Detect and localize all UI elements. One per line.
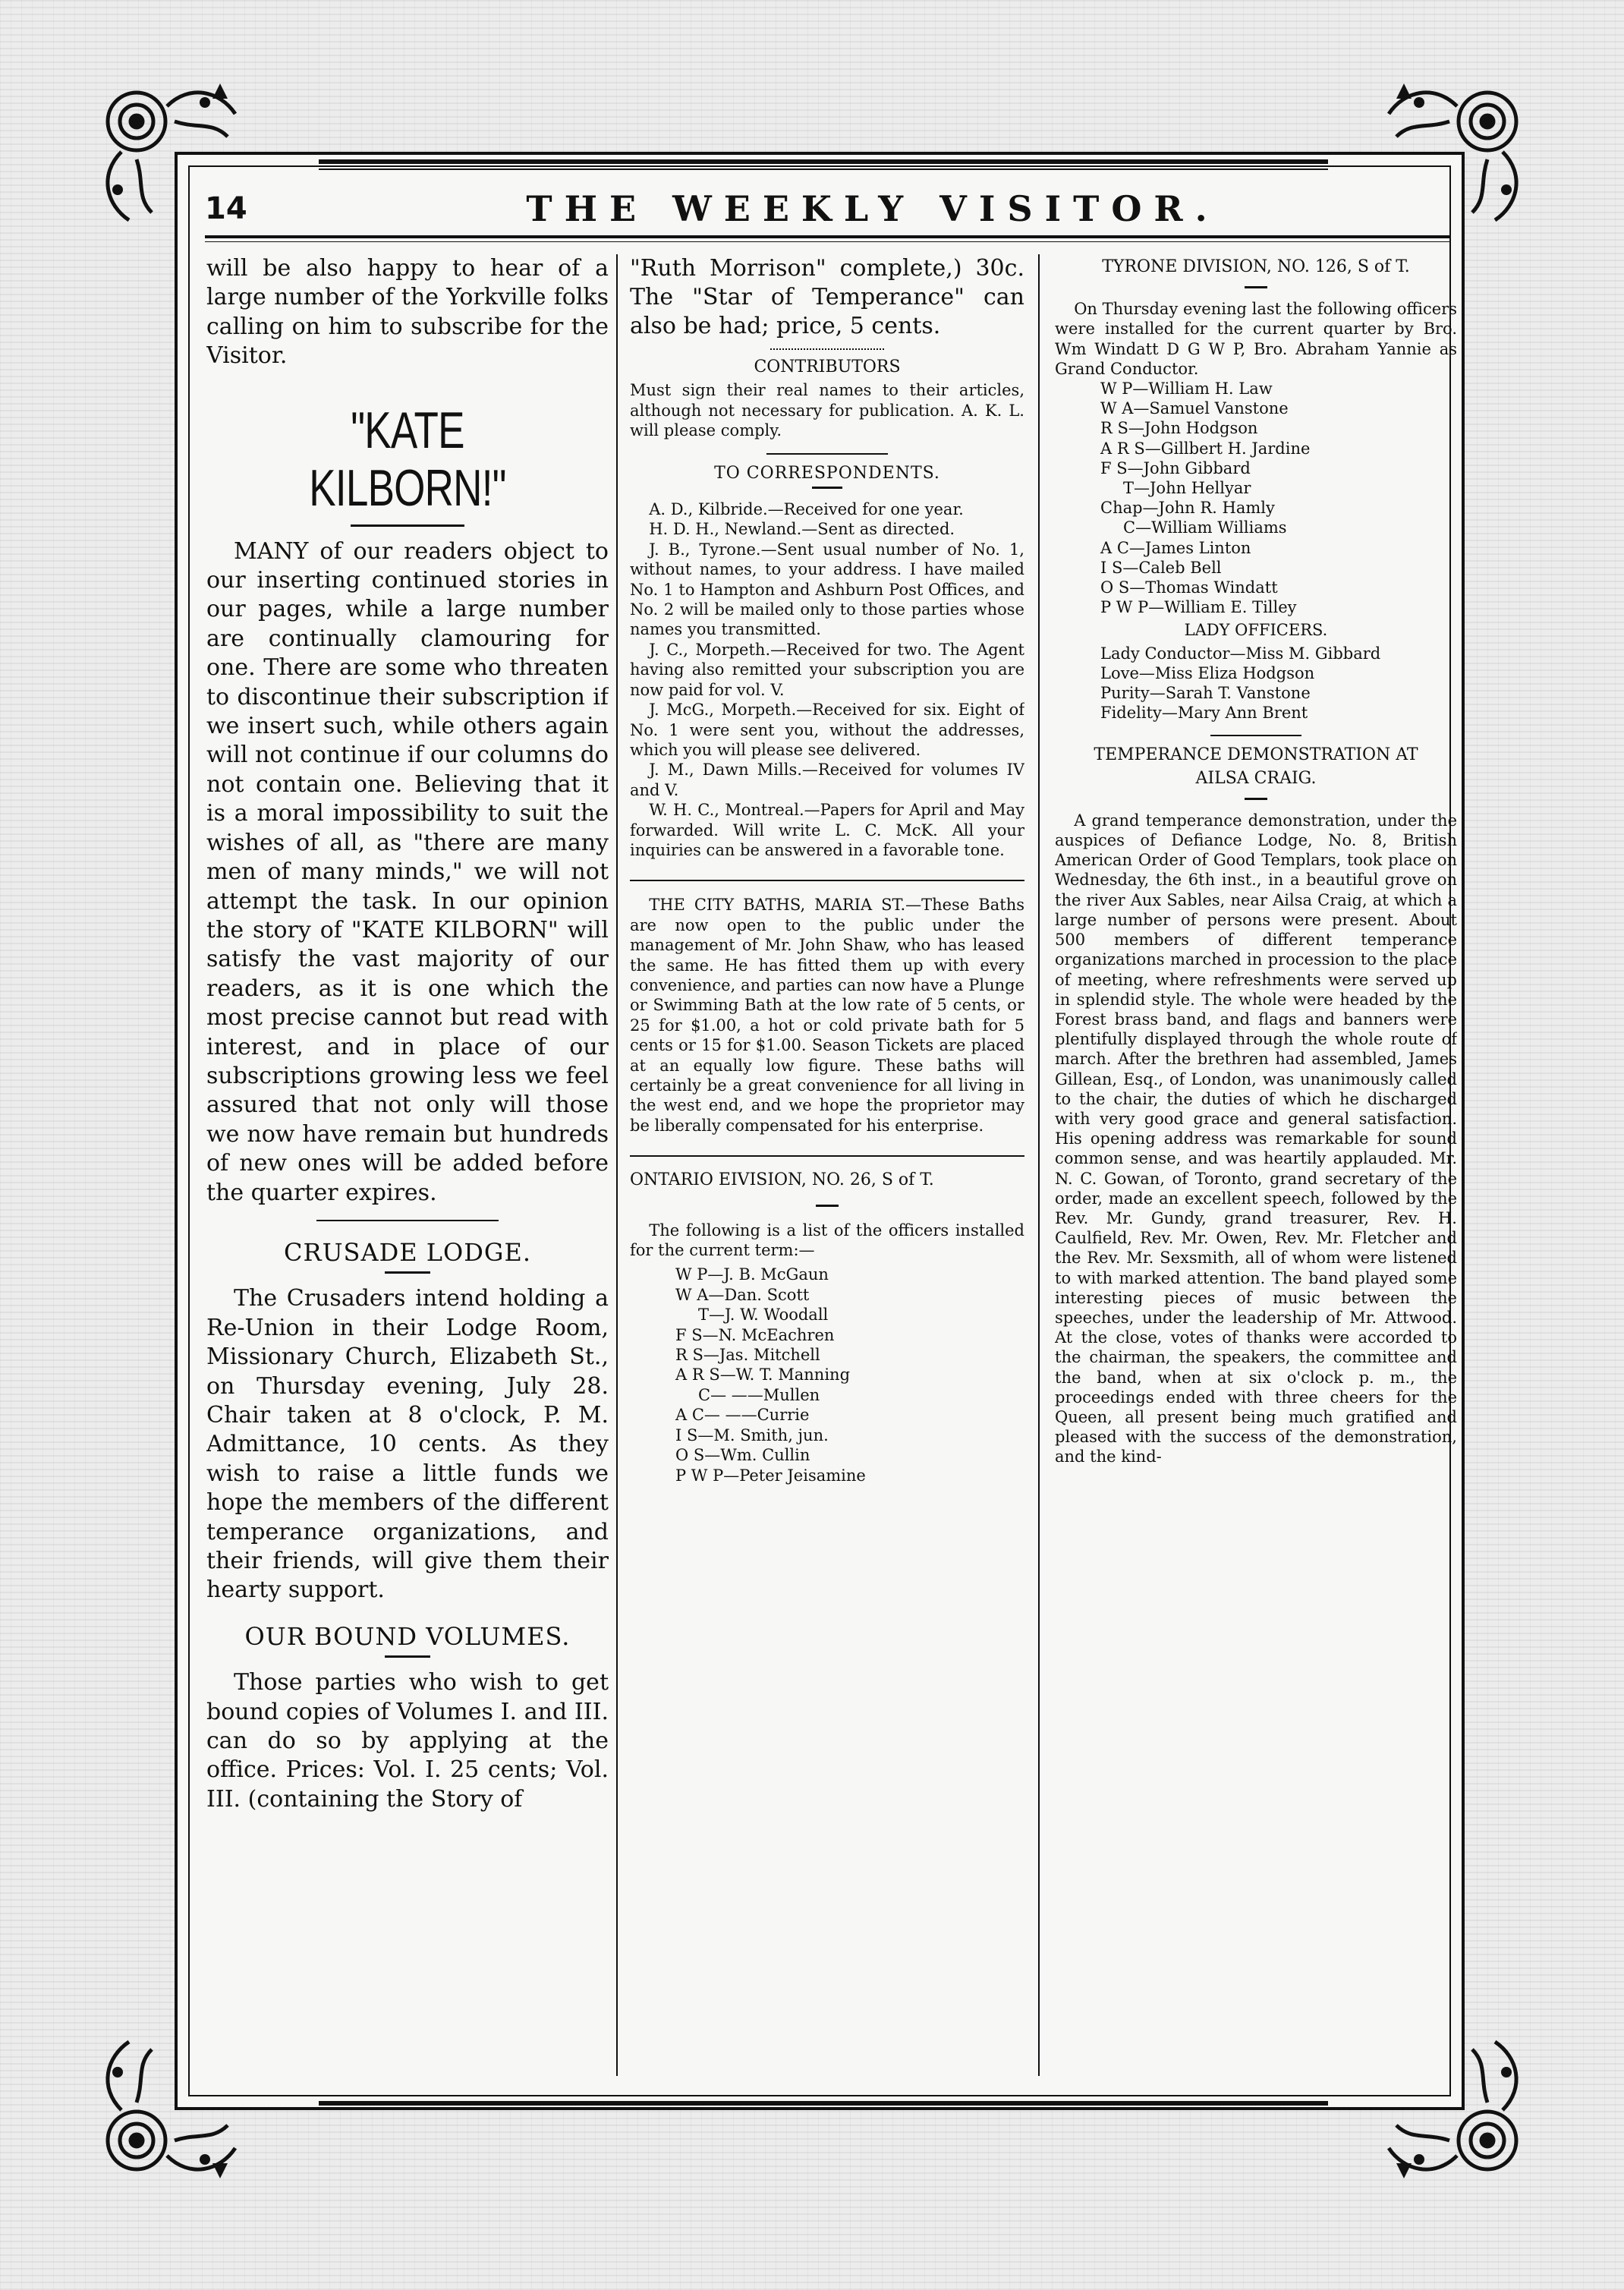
contributors-notice: Must sign their real names to their articles, although not necessary for publication. A. K. L. will please comply. [630,381,1024,440]
officer-line: T—J. W. Woodall [698,1306,829,1325]
divider [1245,798,1267,800]
column-2 [630,254,1024,2076]
officer-line: C—William Williams [1123,518,1287,537]
officer-line: P W P—Peter Jeisamine [675,1466,866,1485]
contributors-heading: CONTRIBUTORS [754,358,901,376]
divider [630,1155,1024,1157]
officer-line: C— ——Mullen [698,1385,820,1404]
kate-kilborn-title: "KATE KILBORN!" [309,401,506,517]
bound-volumes-heading: OUR BOUND VOLUMES. [244,1621,571,1651]
column-separator [616,254,618,2076]
masthead-title: THE WEEKLY VISITOR. [526,188,1220,229]
officer-line: P W P—William E. Tilley [1100,598,1297,617]
column-separator [1038,254,1040,2076]
officer-line: W P—J. B. McGaun [675,1265,829,1284]
officer-line: A R S—Gillbert H. Jardine [1100,439,1311,458]
ontario-intro: The following is a list of the officers installed for the current term:— [630,1221,1024,1260]
divider [1245,286,1267,288]
divider [816,1205,839,1207]
correspondent-note: W. H. C., Montreal.—Papers for April and May forwarded. Will write L. C. McK. All your inquiries can be answered in a favorable tone. [630,801,1024,859]
ontario-division-heading: ONTARIO EIVISION, NO. 26, S of T. [630,1170,934,1190]
correspondent-note: J. C., Morpeth.—Received for two. The Agent having also remitted your subscription you are now paid for vol. V. [630,640,1024,699]
correspondents-heading: TO CORRESPONDENTS. [714,463,940,483]
column-1 [206,254,609,2076]
column-3 [1055,254,1457,2076]
lady-officer-line: Love—Miss Eliza Hodgson [1100,663,1315,682]
correspondent-note: A. D., Kilbride.—Received for one year. [649,500,964,519]
officer-line: I S—Caleb Bell [1100,558,1222,577]
officer-line: O S—Wm. Cullin [675,1446,810,1465]
divider [812,487,842,489]
divider [766,453,888,455]
tyrone-division-heading: TYRONE DIVISION, NO. 126, S of T. [1102,257,1410,276]
officer-line: O S—Thomas Windatt [1100,578,1278,597]
continued-paragraph: "Ruth Morrison" complete,) 30c. The "Star of Temperance" can also be had; price, 5 cents. [630,255,1024,339]
correspondent-note: H. D. H., Newland.—Sent as directed. [649,520,955,539]
correspondent-note: J. M., Dawn Mills.—Received for volumes IV and V. [630,761,1024,799]
officer-line: R S—John Hodgson [1100,419,1258,438]
crusade-lodge-heading: CRUSADE LODGE. [284,1237,531,1267]
top-border-rule-thin [319,169,1328,170]
divider [770,348,884,351]
divider [316,1220,499,1221]
lady-officer-line: Lady Conductor—Miss M. Gibbard [1100,644,1381,663]
demonstration-heading-line-2: AILSA CRAIG. [1195,768,1317,788]
officer-line: A C— ——Currie [675,1406,810,1425]
divider [351,524,464,527]
tyrone-intro: On Thursday evening last the following officers were installed for the current quarter by Bro. Wm Windatt D G W P, Bro. Abraham Yannie as Grand Conductor. [1055,300,1457,378]
bound-volumes-article: Those parties who wish to get bound copies of Volumes I. and III. can do so by applying at the office. Prices: Vol. I. 25 cents; Vol. III. (containing the Story of [206,1669,609,1813]
top-border-rule [319,159,1328,164]
divider [385,1271,430,1274]
officer-line: A C—James Linton [1100,538,1251,557]
demonstration-heading-line-1: TEMPERANCE DEMONSTRATION AT [1094,745,1418,765]
officer-line: W A—Dan. Scott [675,1285,810,1304]
page-header [205,186,1449,232]
divider [1210,735,1301,736]
officer-line: Chap—John R. Hamly [1100,499,1275,518]
kate-kilborn-article: MANY of our readers object to our inserting continued stories in our pages, while a large number are continually clamouring for one. There are some who threaten to discontinue their subscription if we insert such, while others again will not continue if our columns do not contain one. Believing that it is a moral impossibility to suit the wishes of all, as "there are many men of many minds," we will not attempt the task. In our opinion the story of "KATE KILBORN" will satisfy the vast majority of our readers, as it is one which the most precise cannot but read with interest, and in place of our subscriptions growing less we feel assured that not only will those we now have remain but hundreds of new ones will be added before the quarter expires. [206,537,609,1206]
city-baths-notice: THE CITY BATHS, MARIA ST.—These Baths are now open to the public under the management of Mr. John Shaw, who has leased the same. He has fitted them up with every convenience, and parties can now have a Plunge or Swimming Bath at the low rate of 5 cents, or 25 for $1.00, a hot or cold private bath for 5 cents or 15 for $1.00. Season Tickets are placed at an equally low figure. These baths will certainly be a great convenience for all living in the west end, and we hope the proprietor may be liberally compensated for his enterprise. [630,896,1024,1135]
lady-officer-line: Purity—Sarah T. Vanstone [1100,684,1311,703]
lady-officer-line: Fidelity—Mary Ann Brent [1100,704,1308,723]
correspondent-note: J. B., Tyrone.—Sent usual number of No. 1, without names, to your address. I have mailed No. 1 to Hampton and Ashburn Post Offices, and No. 2 will be mailed only to those parties whose names you transmitted. [630,540,1024,639]
header-rule-thin [205,241,1449,242]
officer-line: R S—Jas. Mitchell [675,1346,820,1365]
officer-line: T—John Hellyar [1123,479,1251,498]
officer-line: W P—William H. Law [1100,380,1273,398]
intro-paragraph: will be also happy to hear of a large number of the Yorkville folks calling on him to subscribe for the Visitor. [206,255,609,370]
officer-line: I S—M. Smith, jun. [675,1425,829,1444]
correspondent-note: J. McG., Morpeth.—Received for six. Eight of No. 1 were sent you, without the addresses, which you will please see delivered. [630,701,1024,759]
bottom-border-rule [319,2101,1328,2106]
officer-line: A R S—W. T. Manning [675,1365,851,1384]
officer-line: F S—N. McEachren [675,1325,835,1344]
divider [385,1655,430,1658]
header-rule [205,235,1449,238]
officer-line: F S—John Gibbard [1100,458,1251,477]
divider [630,880,1024,881]
crusade-lodge-article: The Crusaders intend holding a Re-Union in their Lodge Room, Missionary Church, Elizabeth St., on Thursday evening, July 28. Chair taken at 8 o'clock, P. M. Admittance, 10 cents. As they wish to raise a little funds we hope the members of the different temperance organizations, and their friends, will give them their hearty support. [206,1285,609,1604]
officer-line: W A—Samuel Vanstone [1100,399,1289,418]
page-number: 14 [205,191,247,226]
lady-officers-heading: LADY OFFICERS. [1184,621,1328,640]
demonstration-article: A grand temperance demonstration, under the auspices of Defiance Lodge, No. 8, British American Order of Good Templars, took place on Wednesday, the 6th inst., in a beautiful grove on the river Aux Sables, near Ailsa Craig, at which a large number of persons were present. About 500 members of different temperance organizations marched in procession to the place of meeting, where refreshments were served up in splendid style. The whole were headed by the Forest brass band, and flags and banners were plentifully displayed through the whole route of march. After the brethren had assembled, James Gillean, Esq., of London, was unanimously called to the chair, the duties of which he discharged with very good grace and general satisfaction. His opening address was remarkable for sound common sense, and was heartily applauded. Mr. N. C. Gowan, of Toronto, grand secretary of the order, made an excellent speech, followed by the Rev. Mr. Gundy, grand treasurer, Rev. H. Caulfield, Rev. Mr. Owen, Rev. Mr. Fletcher and the Rev. Mr. Sexsmith, all of whom were listened to with marked attention. The band played some interesting pieces of music between the speeches, under the leadership of Mr. Attwood. At the close, votes of thanks were accorded to the chairman, the speakers, the committee and the band, when at six o'clock p. m., the proceedings ended with three cheers for the Queen, all present being much gratified and pleased with the success of the demonstration, and the kind- [1055,811,1457,1466]
